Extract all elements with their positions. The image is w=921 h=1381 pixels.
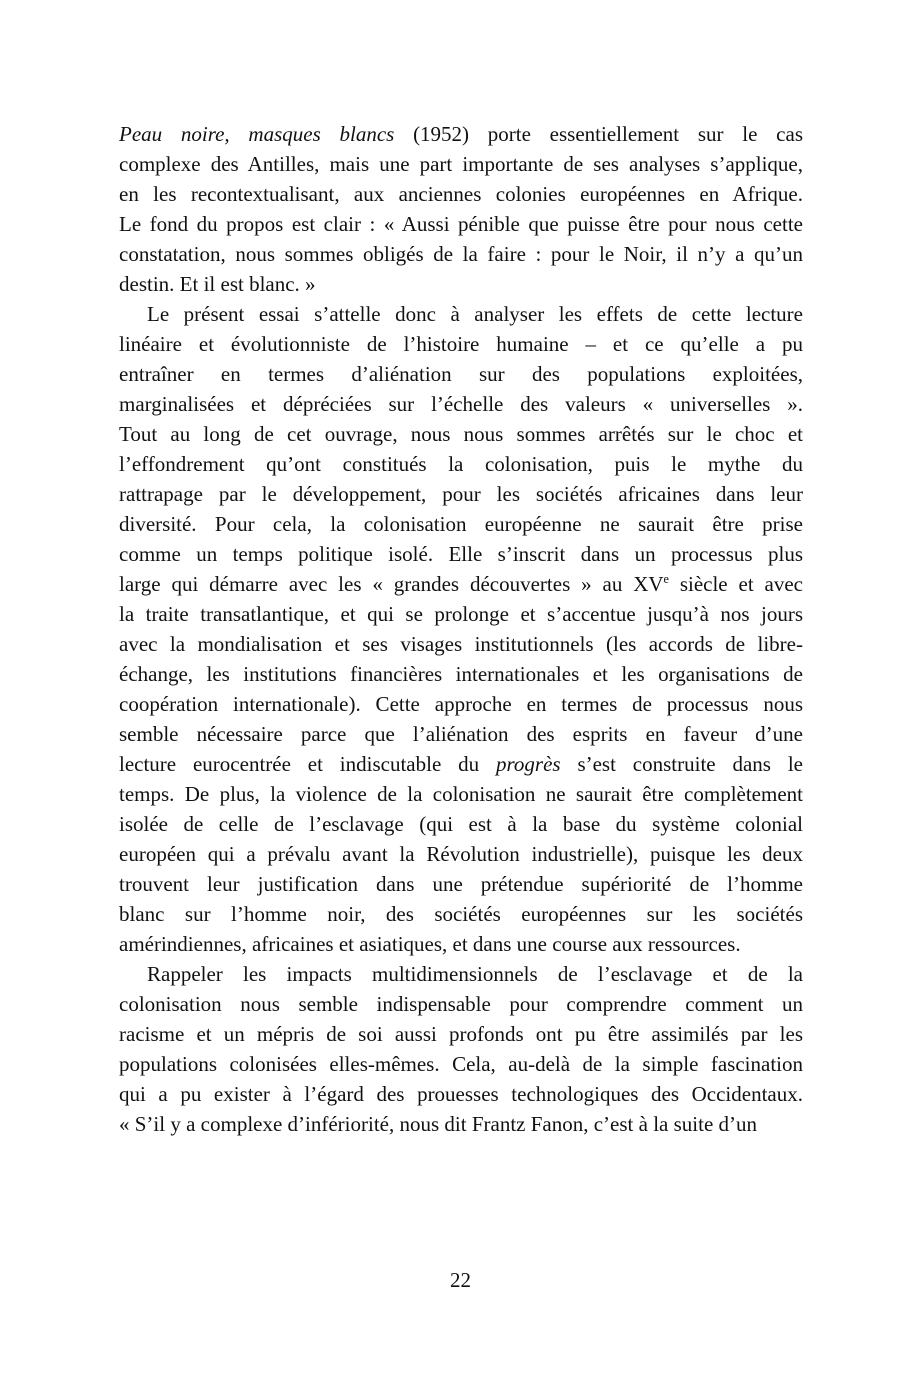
text-segment: complexe des Antilles, mais une part importante de ses analyses s’applique, [119, 152, 803, 176]
text-segment: s’est construite dans le [560, 752, 803, 776]
text-line [119, 809, 803, 839]
text-line [119, 929, 803, 959]
text-line [119, 1019, 803, 1049]
text-line [119, 539, 803, 569]
text-segment: rattrapage par le développement, pour les sociétés africaines dans leur [119, 482, 803, 506]
text-line [119, 1049, 803, 1079]
text-line [119, 779, 803, 809]
text-segment: l’effondrement qu’ont constitués la colonisation, puis le mythe du [119, 452, 803, 476]
text-segment: Le fond du propos est clair : « Aussi pénible que puisse être pour nous cette [119, 212, 803, 236]
text-segment: comme un temps politique isolé. Elle s’inscrit dans un processus plus [119, 542, 803, 566]
text-line [119, 419, 803, 449]
text-line [119, 359, 803, 389]
text-line [119, 989, 803, 1019]
text-line [119, 749, 803, 779]
text-segment: amérindiennes, africaines et asiatiques, et dans une course aux ressources. [119, 932, 741, 956]
text-line [119, 599, 803, 629]
text-line [119, 659, 803, 689]
page-number: 22 [450, 1268, 471, 1292]
text-segment: entraîner en termes d’aliénation sur des populations exploitées, [119, 362, 803, 386]
text-segment: constatation, nous sommes obligés de la faire : pour le Noir, il n’y a qu’un [119, 242, 803, 266]
italic-text: Peau noire, masques blancs [119, 122, 395, 146]
text-line [119, 839, 803, 869]
text-line [119, 329, 803, 359]
text-line [119, 299, 803, 329]
text-segment: Rappeler les impacts multidimensionnels de l’esclavage et de la [147, 962, 803, 986]
text-line [119, 479, 803, 509]
text-segment: diversité. Pour cela, la colonisation européenne ne saurait être prise [119, 512, 803, 536]
text-segment: trouvent leur justification dans une prétendue supériorité de l’homme [119, 872, 803, 896]
text-segment: colonisation nous semble indispensable pour comprendre comment un [119, 992, 803, 1016]
text-line [119, 869, 803, 899]
text-line [119, 899, 803, 929]
text-line [119, 149, 803, 179]
text-segment: temps. De plus, la violence de la colonisation ne saurait être complètement [119, 782, 803, 806]
text-segment: Tout au long de cet ouvrage, nous nous sommes arrêtés sur le choc et [119, 422, 803, 446]
text-segment: avec la mondialisation et ses visages institutionnels (les accords de libre- [119, 632, 803, 656]
text-segment: semble nécessaire parce que l’aliénation des esprits en faveur d’une [119, 722, 803, 746]
text-segment: lecture eurocentrée et indiscutable du [119, 752, 497, 776]
text-segment: marginalisées et dépréciées sur l’échelle des valeurs « universelles ». [119, 392, 803, 416]
text-segment: racisme et un mépris de soi aussi profonds ont pu être assimilés par les [119, 1022, 803, 1046]
text-segment: (1952) porte essentiellement sur le cas [394, 122, 803, 146]
text-segment: siècle et avec [668, 572, 803, 596]
text-segment: destin. Et il est blanc. » [119, 272, 316, 296]
text-segment: échange, les institutions financières internationales et les organisations de [119, 662, 803, 686]
text-segment: européen qui a prévalu avant la Révolution industrielle), puisque les deux [119, 842, 803, 866]
text-line [119, 449, 803, 479]
text-segment: blanc sur l’homme noir, des sociétés européennes sur les sociétés [119, 902, 803, 926]
text-line [119, 119, 803, 149]
text-segment: en les recontextualisant, aux anciennes colonies européennes en Afrique. [119, 182, 803, 206]
text-segment: isolée de celle de l’esclavage (qui est à la base du système colonial [119, 812, 803, 836]
text-segment: la traite transatlantique, et qui se prolonge et s’accentue jusqu’à nos jours [119, 602, 803, 626]
text-line [119, 209, 803, 239]
superscript-text: e [663, 572, 669, 586]
text-line [119, 389, 803, 419]
text-segment: qui a pu exister à l’égard des prouesses technologiques des Occidentaux. [119, 1082, 803, 1106]
text-line [119, 689, 803, 719]
text-line [119, 509, 803, 539]
text-segment: populations colonisées elles-mêmes. Cela, au-delà de la simple fascination [119, 1052, 803, 1076]
text-line [119, 1079, 803, 1109]
text-line [119, 1109, 803, 1139]
text-line [119, 569, 803, 599]
text-line [119, 269, 803, 299]
text-segment: large qui démarre avec les « grandes découvertes » au XV [119, 572, 664, 596]
text-line [119, 629, 803, 659]
text-line [119, 179, 803, 209]
italic-text: progrès [496, 752, 561, 776]
text-line [119, 719, 803, 749]
text-segment: Le présent essai s’attelle donc à analyser les effets de cette lecture [147, 302, 803, 326]
text-segment: coopération internationale). Cette approche en termes de processus nous [119, 692, 803, 716]
text-segment: « S’il y a complexe d’infériorité, nous dit Frantz Fanon, c’est à la suite d’un [119, 1112, 758, 1136]
text-line [119, 959, 803, 989]
body-text [119, 119, 803, 1139]
text-line [119, 239, 803, 269]
text-segment: linéaire et évolutionniste de l’histoire humaine – et ce qu’elle a pu [119, 332, 803, 356]
